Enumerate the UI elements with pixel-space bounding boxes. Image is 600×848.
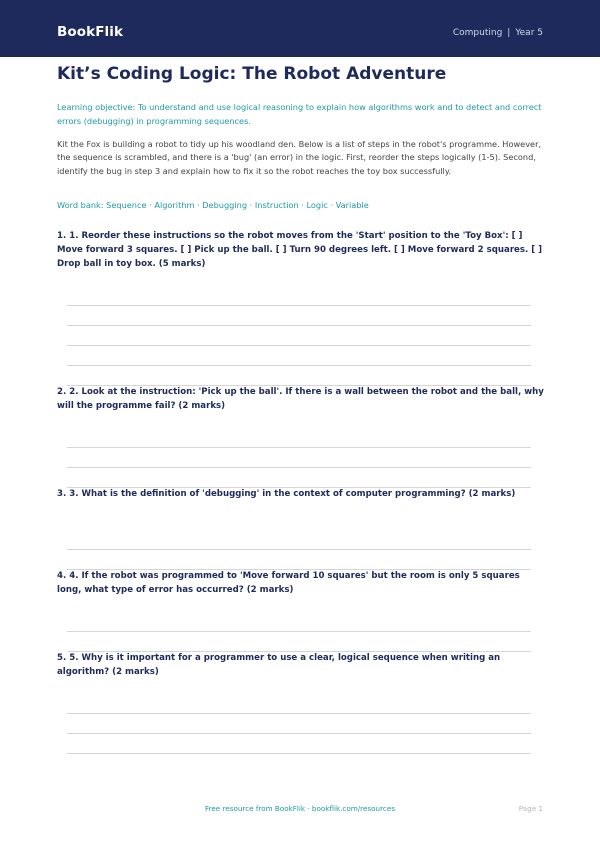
question-1: 1. 1. Reorder these instructions so the robot moves from the 'Start' position to the 'Toy Box': [ ] Move forward 3 squares. [ ] Pick up the ball. [ ] Turn 90 degrees left. [ ] Move forward 2 squares. [ ] Drop ball in toy box. (5 marks) (57, 231, 543, 269)
subject-label: Computing (452, 28, 503, 38)
question-2: 2. 2. Look at the instruction: 'Pick up the ball'. If there is a wall between the robot and the ball, why will the programme fail? (2 marks) (57, 387, 544, 411)
answer-line[interactable] (67, 467, 531, 468)
subject-year-label (453, 28, 543, 38)
answer-line[interactable] (67, 325, 531, 326)
answer-line[interactable] (67, 631, 531, 632)
worksheet-title: Kit’s Coding Logic: The Robot Adventure (57, 64, 447, 84)
answer-line[interactable] (67, 753, 531, 754)
intro-paragraph: Kit the Fox is building a robot to tidy up his woodland den. Below is a list of steps in the robot's programme. However, the sequence is scrambled, and there is a 'bug' (an error) in the logic. First, reorder the steps logically (1-5). Second, identify the bug in step 3 and explain how to fix it so the robot reaches the toy box successfully. (57, 139, 542, 176)
answer-line[interactable] (67, 305, 531, 306)
answer-line[interactable] (67, 713, 531, 714)
question-4: 4. 4. If the robot was programmed to 'Move forward 10 squares' but the room is only 5 squares long, what type of error has occurred? (2 marks) (57, 571, 520, 595)
word-bank: Word bank: Sequence · Algorithm · Debugging · Instruction · Logic · Variable (57, 200, 369, 210)
answer-line[interactable] (67, 345, 531, 346)
year-label: Year 5 (515, 28, 543, 38)
page-number: Page 1 (518, 804, 543, 813)
answer-line[interactable] (67, 733, 531, 734)
answer-line[interactable] (67, 365, 531, 366)
separator: | (507, 28, 511, 38)
brand-logo: BookFlik (57, 24, 124, 40)
question-3: 3. 3. What is the definition of 'debugging' in the context of computer programming? (2 marks) (57, 489, 516, 499)
question-5: 5. 5. Why is it important for a programmer to use a clear, logical sequence when writing an algorithm? (2 marks) (57, 653, 501, 677)
footer-link[interactable]: Free resource from BookFlik · bookflik.com/resources (204, 804, 396, 813)
page-header (0, 0, 600, 57)
learning-objective: Learning objective: To understand and use logical reasoning to explain how algorithms work and to detect and correct errors (debugging) in programming sequences. (57, 102, 542, 126)
answer-line[interactable] (67, 447, 531, 448)
answer-line[interactable] (67, 549, 531, 550)
